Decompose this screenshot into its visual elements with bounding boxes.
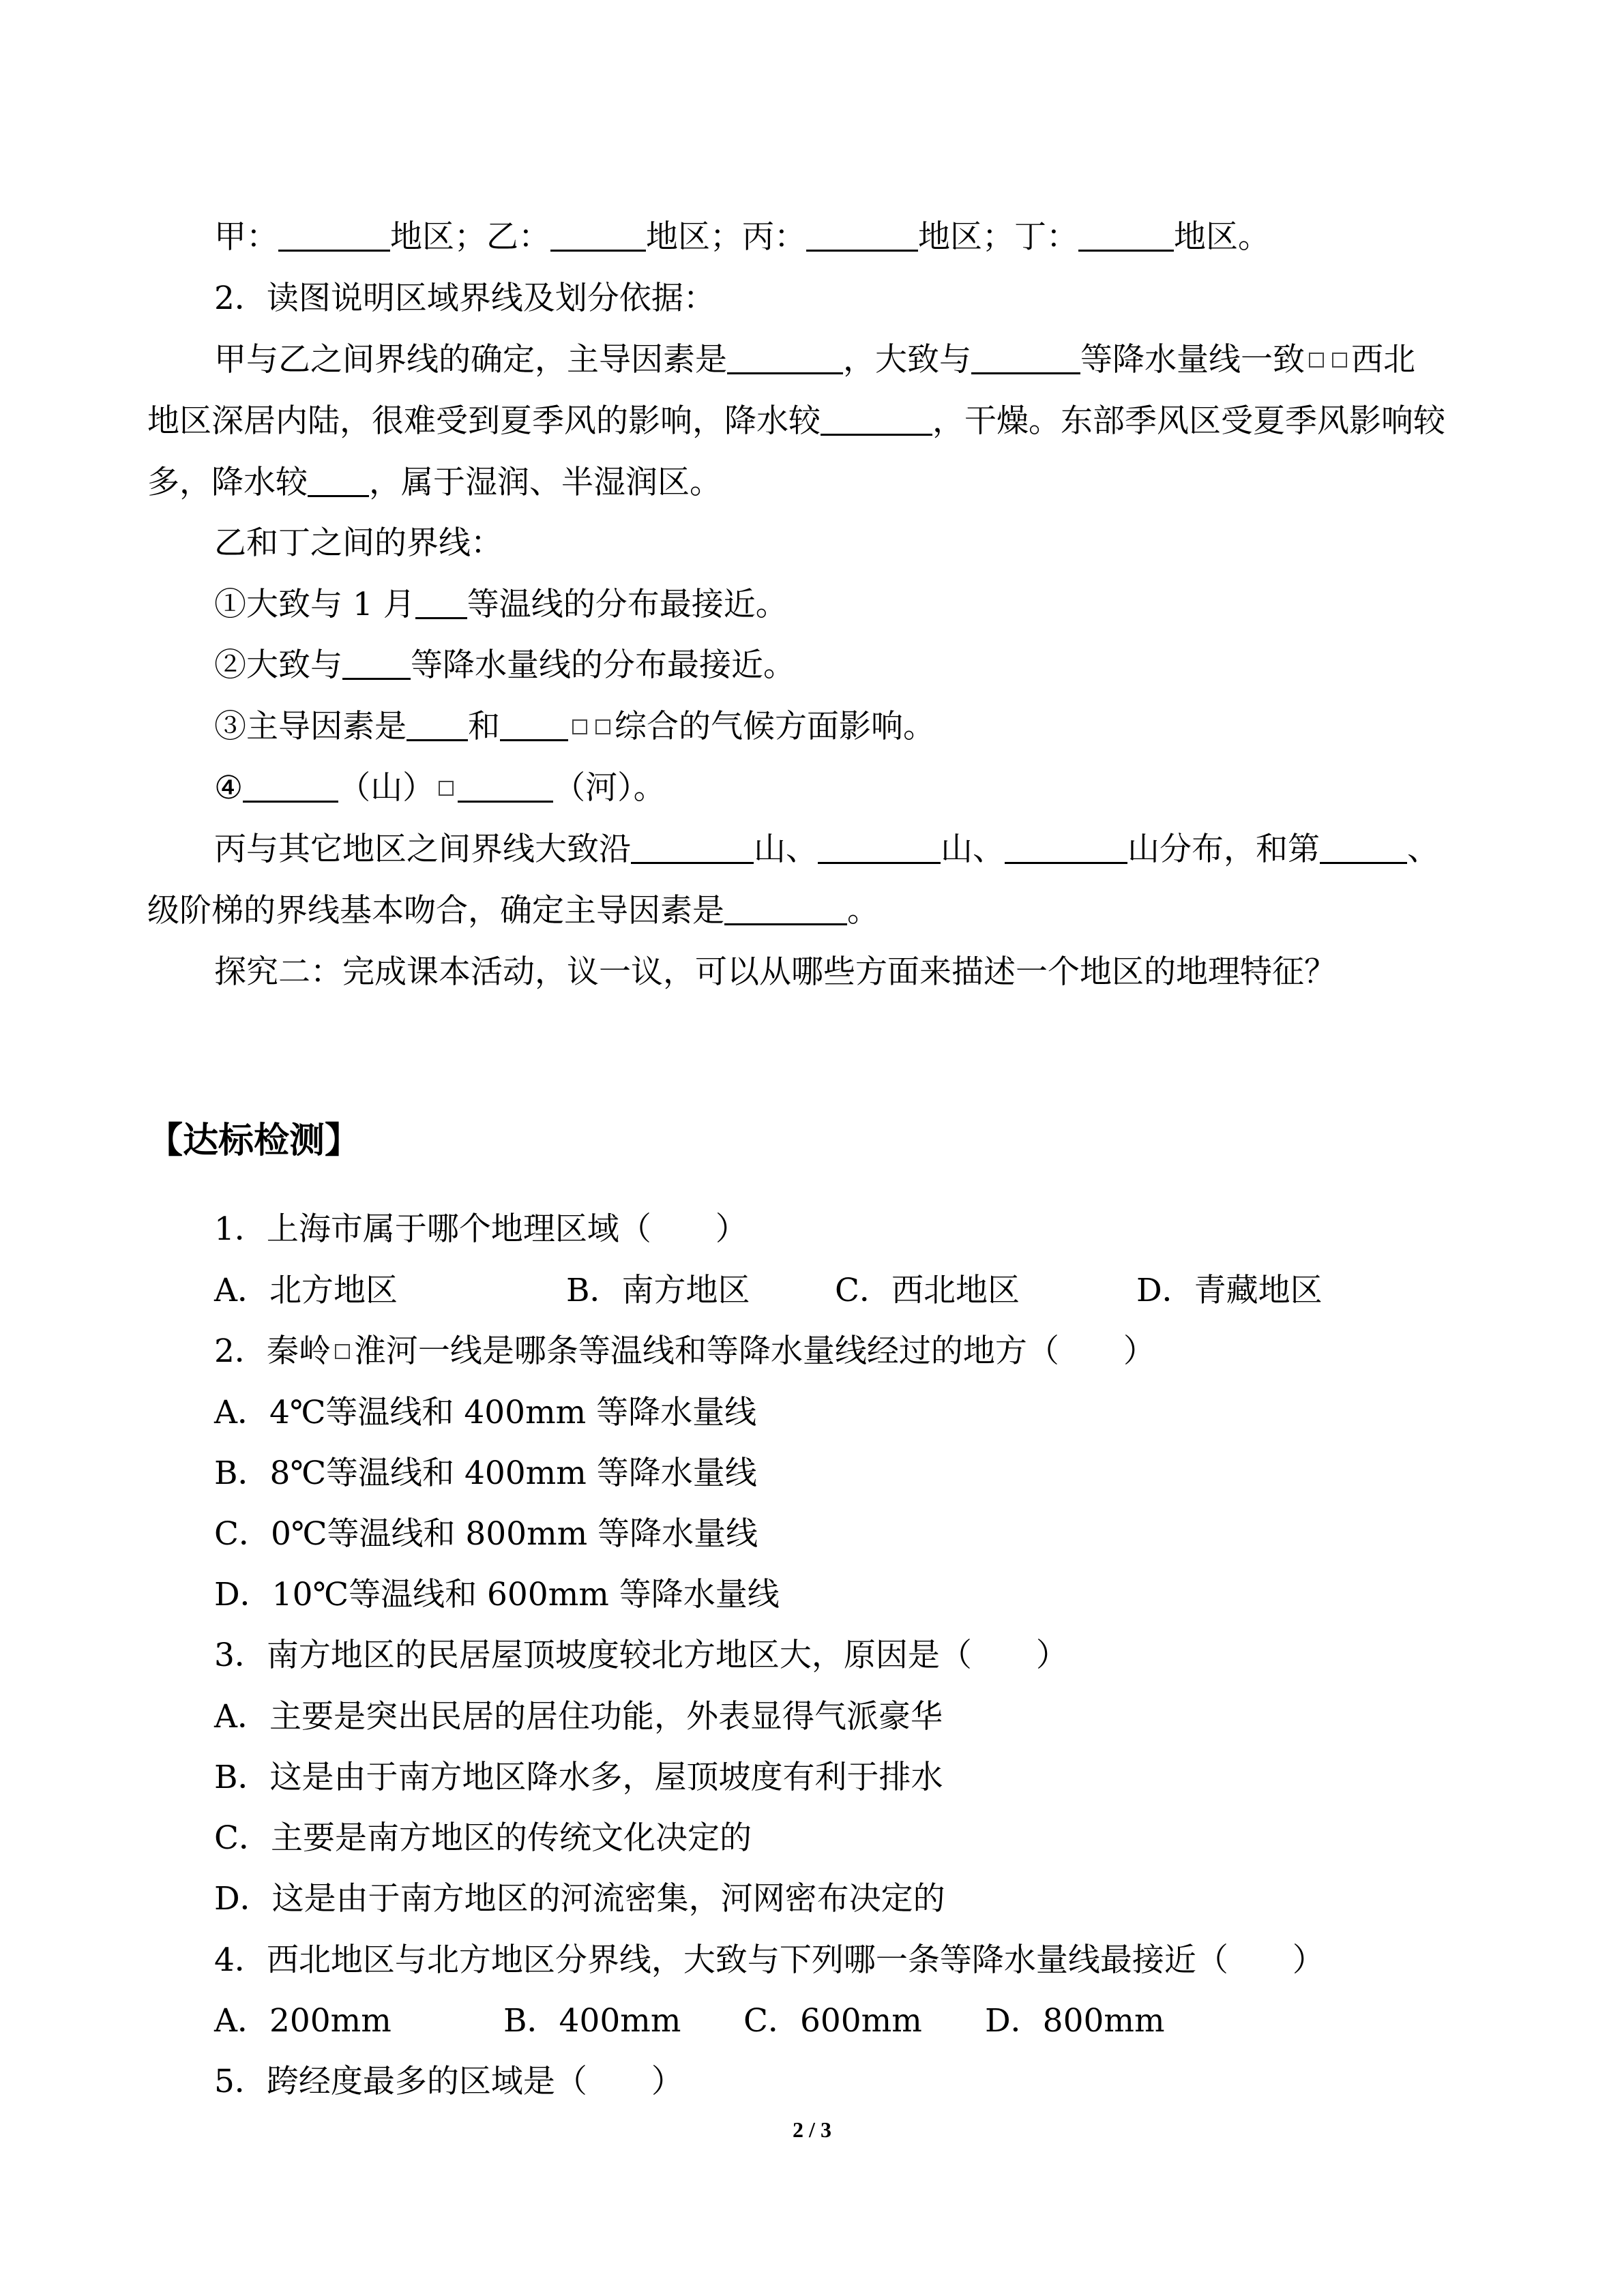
page-number: 2 / 3 [793, 2117, 831, 2142]
option-c[interactable]: C．600mm [743, 2002, 922, 2040]
label-ding: 丁： [1014, 218, 1078, 256]
option-a[interactable]: A．北方地区 [214, 1272, 398, 1309]
bing-line-2: 级阶梯的界线基本吻合，确定主导因素是 。 [147, 892, 879, 929]
blank-factor-a[interactable] [407, 708, 468, 741]
blank-mountain[interactable] [243, 769, 338, 803]
question-4: 4．西北地区与北方地区分界线，大致与下列哪一条等降水量线最接近（ ） [214, 1941, 1325, 1979]
missing-glyph-icon [1332, 353, 1347, 368]
blank-factor-b[interactable] [500, 708, 568, 741]
question-3: 3．南方地区的民居屋顶坡度较北方地区大，原因是（ ） [214, 1637, 1068, 1674]
blank-isotherm[interactable] [415, 586, 467, 619]
blank-river[interactable] [458, 769, 553, 803]
explore2-prompt: 探究二：完成课本活动，议一议，可以从哪些方面来描述一个地区的地理特征？ [214, 953, 1336, 991]
blank-mountain-3[interactable] [1005, 831, 1127, 864]
option-d[interactable]: D．这是由于南方地区的河流密集，河网密布决定的 [214, 1880, 945, 1918]
blank-precip-east[interactable] [308, 464, 369, 497]
question-5: 5．跨经度最多的区域是（ ） [214, 2063, 683, 2100]
item-4: ④ （山） （河）。 [214, 769, 666, 807]
yi-ding-title: 乙和丁之间的界线： [214, 524, 503, 562]
blank-jia[interactable] [278, 218, 390, 252]
regions-line: 甲： 地区；乙： 地区；丙： 地区；丁： 地区。 [214, 218, 1270, 256]
option-b[interactable]: B．这是由于南方地区降水多，屋顶坡度有利于排水 [214, 1759, 943, 1796]
option-d[interactable]: D．10℃等温线和 600mm 等降水量线 [214, 1576, 780, 1613]
option-b[interactable]: B．8℃等温线和 400mm 等降水量线 [214, 1455, 757, 1492]
option-a[interactable]: A．4℃等温线和 400mm 等降水量线 [214, 1394, 757, 1431]
missing-glyph-icon [1309, 353, 1324, 368]
option-d[interactable]: D．青藏地区 [1136, 1272, 1323, 1309]
missing-glyph-icon [595, 719, 610, 734]
option-c[interactable]: C．西北地区 [835, 1272, 1020, 1309]
blank-isohyet[interactable] [971, 341, 1080, 374]
missing-glyph-icon [439, 781, 454, 796]
paragraph-line-2: 地区深居内陆，很难受到夏季风的影响，降水较 ，干燥。东部季风区受夏季风影响较 [147, 402, 1445, 440]
blank-mountain-2[interactable] [818, 831, 941, 864]
paragraph-jia-yi: 甲与乙之间界线的确定，主导因素是 ，大致与 等降水量线一致 西北 [214, 341, 1415, 378]
blank-factor-bing[interactable] [724, 892, 847, 925]
q2-title: 2．读图说明区域界线及划分依据： [214, 280, 715, 317]
paragraph-line-3: 多，降水较 ，属于湿润、半湿润区。 [147, 464, 722, 501]
item-3: ③主导因素是 和 综合的气候方面影响。 [214, 708, 935, 745]
item-1: ①大致与 1 月 等温线的分布最接近。 [214, 586, 788, 623]
bing-line-1: 丙与其它地区之间界线大致沿 山、 山、 山分布，和第 、 [214, 831, 1439, 868]
label-bing: 丙： [742, 218, 806, 256]
label-jia: 甲： [214, 218, 278, 256]
blank-bing[interactable] [806, 218, 918, 252]
option-d[interactable]: D．800mm [985, 2002, 1165, 2040]
blank-ding[interactable] [1078, 218, 1174, 252]
item-2: ②大致与 等降水量线的分布最接近。 [214, 646, 795, 684]
label-yi: 乙： [486, 218, 550, 256]
option-a[interactable]: A．主要是突出民居的居住功能，外表显得气派豪华 [214, 1698, 943, 1735]
option-b[interactable]: B．南方地区 [566, 1272, 750, 1309]
section-heading: 【达标检测】 [147, 1120, 361, 1161]
option-c[interactable]: C．主要是南方地区的传统文化决定的 [214, 1819, 752, 1857]
option-c[interactable]: C．0℃等温线和 800mm 等降水量线 [214, 1515, 758, 1553]
question-1: 1．上海市属于哪个地理区域（ ） [214, 1210, 748, 1248]
missing-glyph-icon [335, 1344, 350, 1359]
blank-step[interactable] [1320, 831, 1407, 864]
option-b[interactable]: B．400mm [503, 2002, 681, 2040]
blank-factor[interactable] [727, 341, 843, 374]
option-a[interactable]: A．200mm [214, 2002, 392, 2040]
blank-yi[interactable] [550, 218, 646, 252]
missing-glyph-icon [572, 719, 587, 734]
question-2: 2．秦岭 淮河一线是哪条等温线和等降水量线经过的地方（ ） [214, 1332, 1155, 1370]
blank-mountain-1[interactable] [631, 831, 754, 864]
blank-precip-nw[interactable] [821, 402, 932, 436]
blank-isohyet-2[interactable] [342, 646, 411, 680]
